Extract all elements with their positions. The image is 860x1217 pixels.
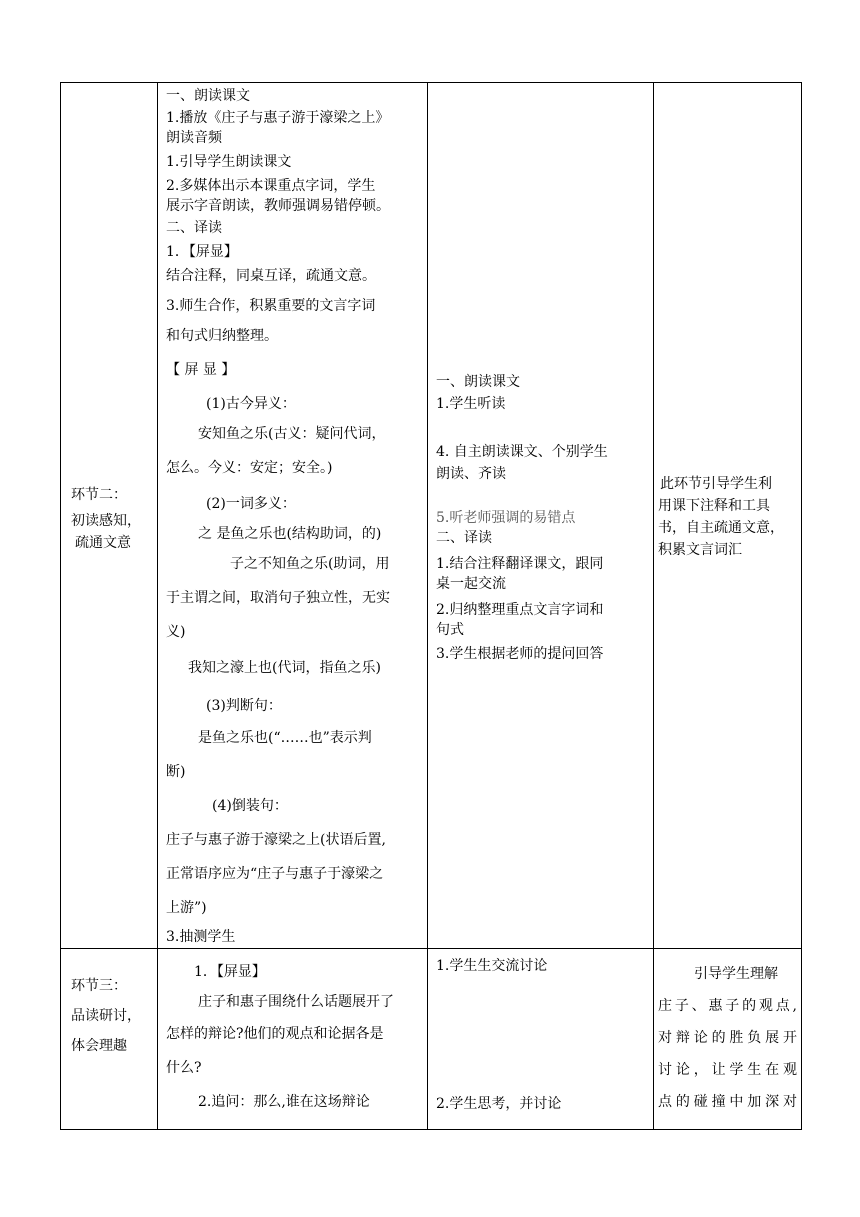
lesson-plan-table xyxy=(60,82,802,1130)
text-line: 朗读音频 xyxy=(166,130,222,146)
stage-line: 初读感知， xyxy=(71,513,141,529)
text-line: 二、译读 xyxy=(166,220,222,236)
text-line: 什么? xyxy=(166,1060,202,1076)
table-row xyxy=(61,83,802,949)
text-line: 对辩论的胜负展开 xyxy=(658,1030,797,1046)
text-line: 3.学生根据老师的提问回答 xyxy=(436,646,604,662)
stage-cell xyxy=(61,949,158,1130)
text-line: 积累文言词汇 xyxy=(658,542,742,558)
text-line: 义) xyxy=(166,624,186,640)
text-line: 讨论，让学生在观 xyxy=(658,1062,797,1078)
design-intent-cell xyxy=(654,83,802,949)
text-line: 安知鱼之乐(古义：疑问代词， xyxy=(198,426,386,442)
text-line: 1．【屏显】 xyxy=(194,964,266,980)
text-line: 正常语序应为“庄子与惠子于濠梁之 xyxy=(166,866,384,882)
text-line: 1．【屏显】 xyxy=(166,244,238,260)
text-line: 【 屏 显 】 xyxy=(166,362,236,378)
stage-line: 体会理趣 xyxy=(71,1038,127,1054)
text-line: 庄子与惠子游于濠梁之上(状语后置, xyxy=(166,832,386,848)
text-line: (3)判断句： xyxy=(206,698,282,714)
text-line: 之 是鱼之乐也(结构助词，的) xyxy=(198,526,382,542)
text-line: 用课下注释和工具 xyxy=(658,498,770,514)
text-line: 庄子、惠子的观点, xyxy=(658,998,797,1014)
student-activity-cell xyxy=(428,83,654,949)
text-line: 桌一起交流 xyxy=(436,576,506,592)
stage-cell xyxy=(61,83,158,949)
text-line: 一、朗读课文 xyxy=(436,374,520,390)
text-line: 3.抽测学生 xyxy=(166,929,236,945)
text-line: 句式 xyxy=(436,622,464,638)
text-line: 结合注释，同桌互译，疏通文意。 xyxy=(166,268,376,284)
text-line: (1)古今异义： xyxy=(206,396,296,412)
teacher-activity-cell xyxy=(158,83,428,949)
text-line: 朗读、齐读 xyxy=(436,466,506,482)
stage-line: 环节二： xyxy=(71,487,127,503)
teacher-activity-cell xyxy=(158,949,428,1130)
text-line: 展示字音朗读，教师强调易错停顿。 xyxy=(166,198,390,214)
text-line: 5.听老师强调的易错点 xyxy=(436,510,576,526)
text-line: 2.学生思考，并讨论 xyxy=(436,1096,562,1112)
text-line: 1.学生听读 xyxy=(436,396,506,412)
text-line: 和句式归纳整理。 xyxy=(166,328,278,344)
design-intent-cell xyxy=(654,949,802,1130)
text-line: 1.学生生交流讨论 xyxy=(436,958,548,974)
table-row xyxy=(61,949,802,1130)
text-line: 点的碰撞中加深对 xyxy=(658,1094,797,1110)
text-line: 引导学生理解 xyxy=(694,966,778,982)
text-line: 子之不知鱼之乐(助词，用 xyxy=(230,556,390,572)
text-line: (2)一词多义： xyxy=(206,496,296,512)
text-line: 我知之濠上也(代词，指鱼之乐) xyxy=(188,660,381,676)
text-line: 4. 自主朗读课文、个别学生 xyxy=(436,444,608,460)
text-line: 断) xyxy=(166,764,186,780)
text-line: 3.师生合作，积累重要的文言字词 xyxy=(166,298,376,314)
text-line: 怎样的辩论?他们的观点和论据各是 xyxy=(166,1026,384,1042)
text-line: 一、朗读课文 xyxy=(166,88,250,104)
text-line: 怎么。今义：安定；安全。) xyxy=(166,460,333,476)
stage-line: 品读研讨， xyxy=(71,1008,141,1024)
stage-line: 环节三： xyxy=(71,978,127,994)
text-line: 2.多媒体出示本课重点字词，学生 xyxy=(166,178,376,194)
text-line: 上游”) xyxy=(166,900,207,916)
text-line: 1.结合注释翻译课文，跟同 xyxy=(436,556,604,572)
text-line: 2.归纳整理重点文言字词和 xyxy=(436,602,604,618)
text-line: 2.追问：那么,谁在这场辩论 xyxy=(198,1094,370,1110)
student-activity-cell xyxy=(428,949,654,1130)
text-line: (4)倒装句： xyxy=(212,798,288,814)
text-line: 此环节引导学生利 xyxy=(660,476,772,492)
text-line: 1.引导学生朗读课文 xyxy=(166,154,292,170)
text-line: 是鱼之乐也(“……也”表示判 xyxy=(198,730,372,746)
stage-line: 疏通文意 xyxy=(75,535,131,551)
text-line: 于主谓之间，取消句子独立性，无实 xyxy=(166,590,390,606)
text-line: 书，自主疏通文意， xyxy=(658,520,784,536)
text-line: 1.播放《庄子与惠子游于濠梁之上》 xyxy=(166,110,390,126)
text-line: 二、译读 xyxy=(436,530,492,546)
text-line: 庄子和惠子围绕什么话题展开了 xyxy=(198,994,394,1010)
